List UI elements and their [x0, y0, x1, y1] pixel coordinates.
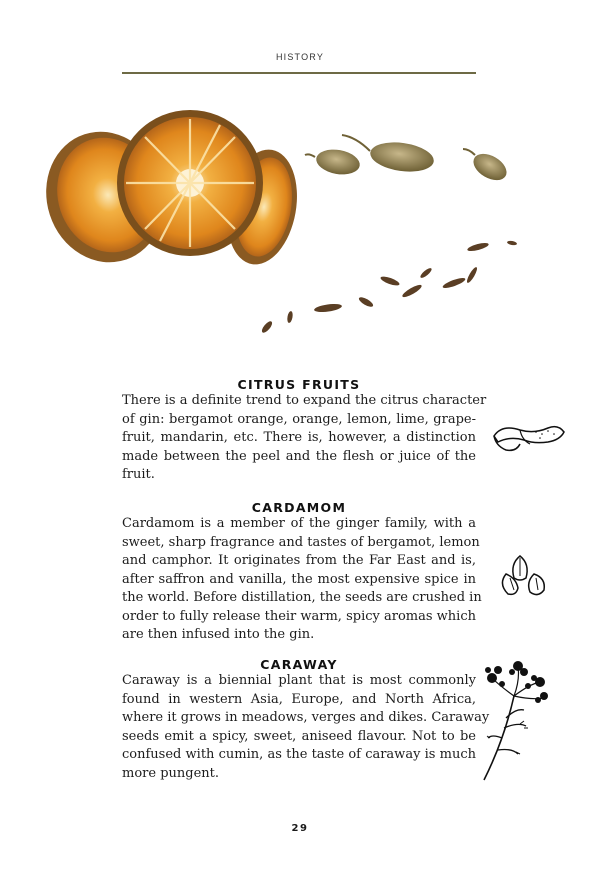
- caraway-seeds: [260, 240, 517, 334]
- body-line: where it grows in meadows, verges and dikes. Caraway: [122, 710, 490, 725]
- body-line: more pungent.: [122, 765, 220, 781]
- body-line: are then infused into the gin.: [122, 627, 315, 642]
- body-line: sweet, sharp fragrance and tastes of bergamot, lemon: [122, 534, 480, 550]
- cardamom-pods: [305, 135, 511, 186]
- body-line: Cardamom is a member of the ginger family, with a: [122, 516, 476, 531]
- body-line: found in western Asia, Europe, and North Africa,: [122, 691, 476, 707]
- section-title-citrus: CITRUS FRUITS: [237, 377, 361, 392]
- header-rule: [122, 72, 476, 74]
- citrus-peel-icon: [490, 418, 566, 458]
- body-line: confused with cumin, as the taste of caraway is much: [122, 747, 476, 762]
- caraway-plant-icon: [480, 658, 552, 782]
- body-line: made between the peel and the flesh or juice of the: [122, 448, 476, 464]
- hero-illustration: [30, 95, 570, 355]
- section-body-caraway: [122, 672, 490, 783]
- body-line: seeds emit a spicy, sweet, aniseed flavour. Not to be: [122, 728, 476, 744]
- body-line: after saffron and vanilla, the most expensive spice in: [122, 571, 476, 587]
- orange-slice-front: [117, 110, 263, 256]
- body-line: order to fully release their warm, spicy aromas which: [122, 608, 476, 624]
- body-line: and camphor. It originates from the Far East and is,: [122, 553, 476, 568]
- section-title-caraway: CARAWAY: [260, 657, 338, 672]
- cardamom-pods-icon: [498, 552, 550, 600]
- body-line: There is a definite trend to expand the citrus character: [122, 393, 487, 408]
- section-body-cardamom: [122, 515, 482, 645]
- section-body-citrus: [122, 392, 487, 485]
- running-header: HISTORY: [275, 52, 325, 62]
- body-line: fruit.: [122, 467, 155, 482]
- section-title-cardamom: CARDAMOM: [251, 500, 347, 515]
- page-number: 29: [291, 823, 309, 834]
- body-line: Caraway is a biennial plant that is most commonly: [122, 673, 476, 688]
- body-line: of gin: bergamot orange, orange, lemon, lime, grape-: [122, 411, 476, 427]
- body-line: the world. Before distillation, the seeds are crushed in: [122, 590, 482, 605]
- body-line: fruit, mandarin, etc. There is, however, a distinction: [122, 430, 476, 445]
